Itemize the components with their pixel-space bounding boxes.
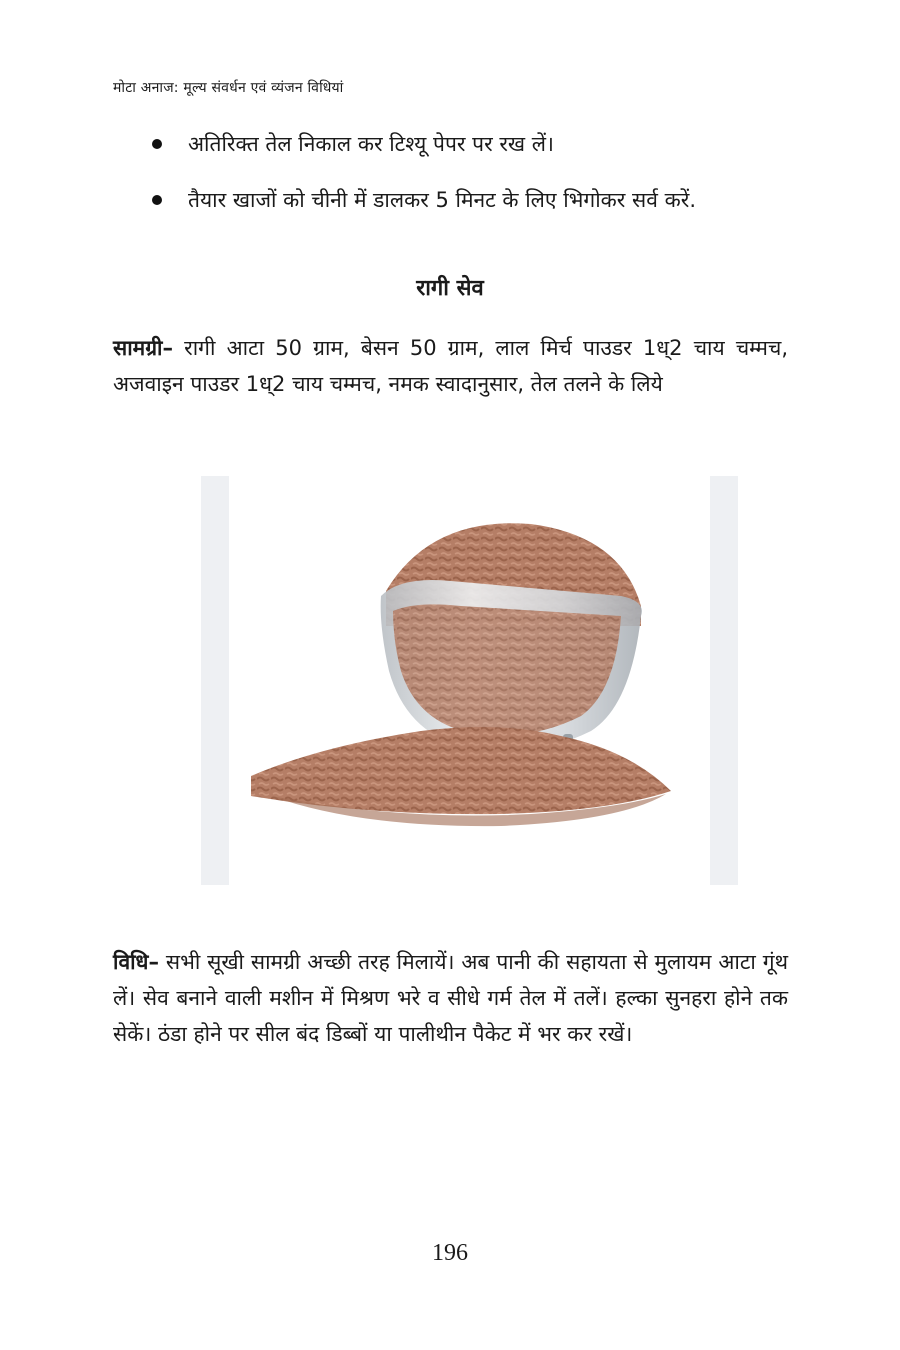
bullet-text: अतिरिक्त तेल निकाल कर टिश्यू पेपर पर रख लें।: [188, 132, 554, 156]
ingredients-label: सामग्री–: [113, 336, 173, 360]
recipe-title: रागी सेव: [416, 276, 484, 301]
ragi-sev-image: [201, 476, 738, 885]
bullet-list: [150, 126, 790, 238]
method-paragraph: [113, 944, 788, 1052]
method-label: विधि–: [113, 950, 159, 974]
list-item: [150, 126, 790, 162]
running-header: मोटा अनाज: मूल्य संवर्धन एवं व्यंजन विधियां: [113, 80, 344, 96]
ingredients-text: रागी आटा 50 ग्राम, बेसन 50 ग्राम, लाल मिर्च पाउडर 1ध्2 चाय चम्मच, अजवाइन पाउडर 1ध्2 चाय चम्मच, नमक स्वादानुसार, तेल तलने के लिये: [113, 336, 788, 396]
bullet-icon: [152, 195, 162, 205]
bullet-text: तैयार खाजों को चीनी में डालकर 5 मिनट के लिए भिगोकर सर्व करें.: [188, 188, 696, 212]
method-text: सभी सूखी सामग्री अच्छी तरह मिलायें। अब पानी की सहायता से मुलायम आटा गूंथ लें। सेव बनाने वाली मशीन में मिश्रण भरे व सीधे गर्म तेल में तलें। हल्का सुनहरा होने तक सेकें। ठंडा होने पर सील बंद डिब्बों या पालीथीन पैकेट में भर कर रखें।: [113, 950, 788, 1046]
bullet-icon: [152, 139, 162, 149]
list-item: [150, 182, 790, 218]
page-number: 196: [432, 1240, 468, 1266]
ragi-sev-illustration: [201, 476, 738, 885]
ingredients-paragraph: [113, 330, 788, 402]
sev-pile-front: [251, 727, 671, 814]
